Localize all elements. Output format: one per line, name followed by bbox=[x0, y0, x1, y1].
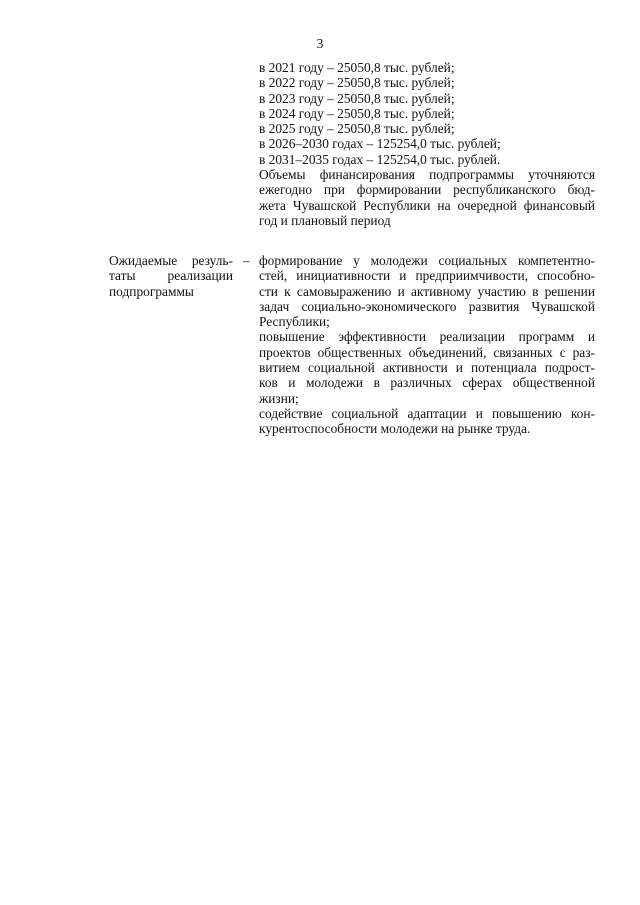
page-number: 3 bbox=[316, 36, 324, 51]
results-item-line: стей, инициативности и предприимчивости, способно- bbox=[259, 268, 595, 284]
results-section bbox=[259, 253, 595, 437]
funding-section bbox=[259, 60, 595, 228]
results-item-line: содействие социальной адаптации и повышению кон- bbox=[259, 405, 595, 421]
funding-year-line: в 2031–2035 годах – 125254,0 тыс. рублей. bbox=[259, 151, 501, 167]
funding-note-line: жета Чувашской Республики на очередной финансовый bbox=[259, 197, 595, 213]
results-item-line: ков и молодежи в различных сферах общественной bbox=[259, 375, 595, 391]
results-item-line: курентоспособности молодежи на рынке труда. bbox=[259, 421, 531, 437]
results-item-line: Республики; bbox=[259, 314, 330, 330]
results-item-line: сти к самовыражению и активному участию в решении bbox=[259, 283, 595, 299]
results-item bbox=[259, 329, 595, 405]
results-item-line: повышение эффективности реализации программ и bbox=[259, 329, 595, 345]
results-dash: – bbox=[243, 253, 250, 268]
results-item-line: витием социальной активности и потенциала подрост- bbox=[259, 360, 595, 376]
funding-year-line: в 2024 году – 25050,8 тыс. рублей; bbox=[259, 105, 455, 121]
results-item-line: проектов общественных объединений, связанных с раз- bbox=[259, 344, 595, 360]
funding-note bbox=[259, 167, 595, 228]
results-item-line: жизни; bbox=[259, 390, 299, 406]
funding-note-line: ежегодно при формировании республиканского бюд- bbox=[259, 182, 595, 198]
funding-year-line: в 2025 году – 25050,8 тыс. рублей; bbox=[259, 121, 455, 137]
funding-year-line: в 2021 году – 25050,8 тыс. рублей; bbox=[259, 60, 455, 75]
results-label bbox=[109, 253, 233, 299]
results-item-line: задач социально-экономического развития Чувашской bbox=[259, 298, 595, 314]
results-label-line: Ожидаемые резуль- bbox=[109, 253, 233, 268]
results-item bbox=[259, 253, 595, 329]
results-item-line: формирование у молодежи социальных компетентно- bbox=[259, 253, 595, 268]
funding-year-line: в 2022 году – 25050,8 тыс. рублей; bbox=[259, 75, 455, 91]
funding-note-line: Объемы финансирования подпрограммы уточняются bbox=[259, 167, 595, 183]
funding-year-line: в 2023 году – 25050,8 тыс. рублей; bbox=[259, 90, 455, 106]
results-item bbox=[259, 406, 595, 437]
results-label-line: таты реализации bbox=[109, 268, 233, 284]
results-label-line: подпрограммы bbox=[109, 283, 194, 299]
funding-year-line: в 2026–2030 годах – 125254,0 тыс. рублей; bbox=[259, 136, 501, 152]
funding-note-line: год и плановый период bbox=[259, 212, 391, 228]
